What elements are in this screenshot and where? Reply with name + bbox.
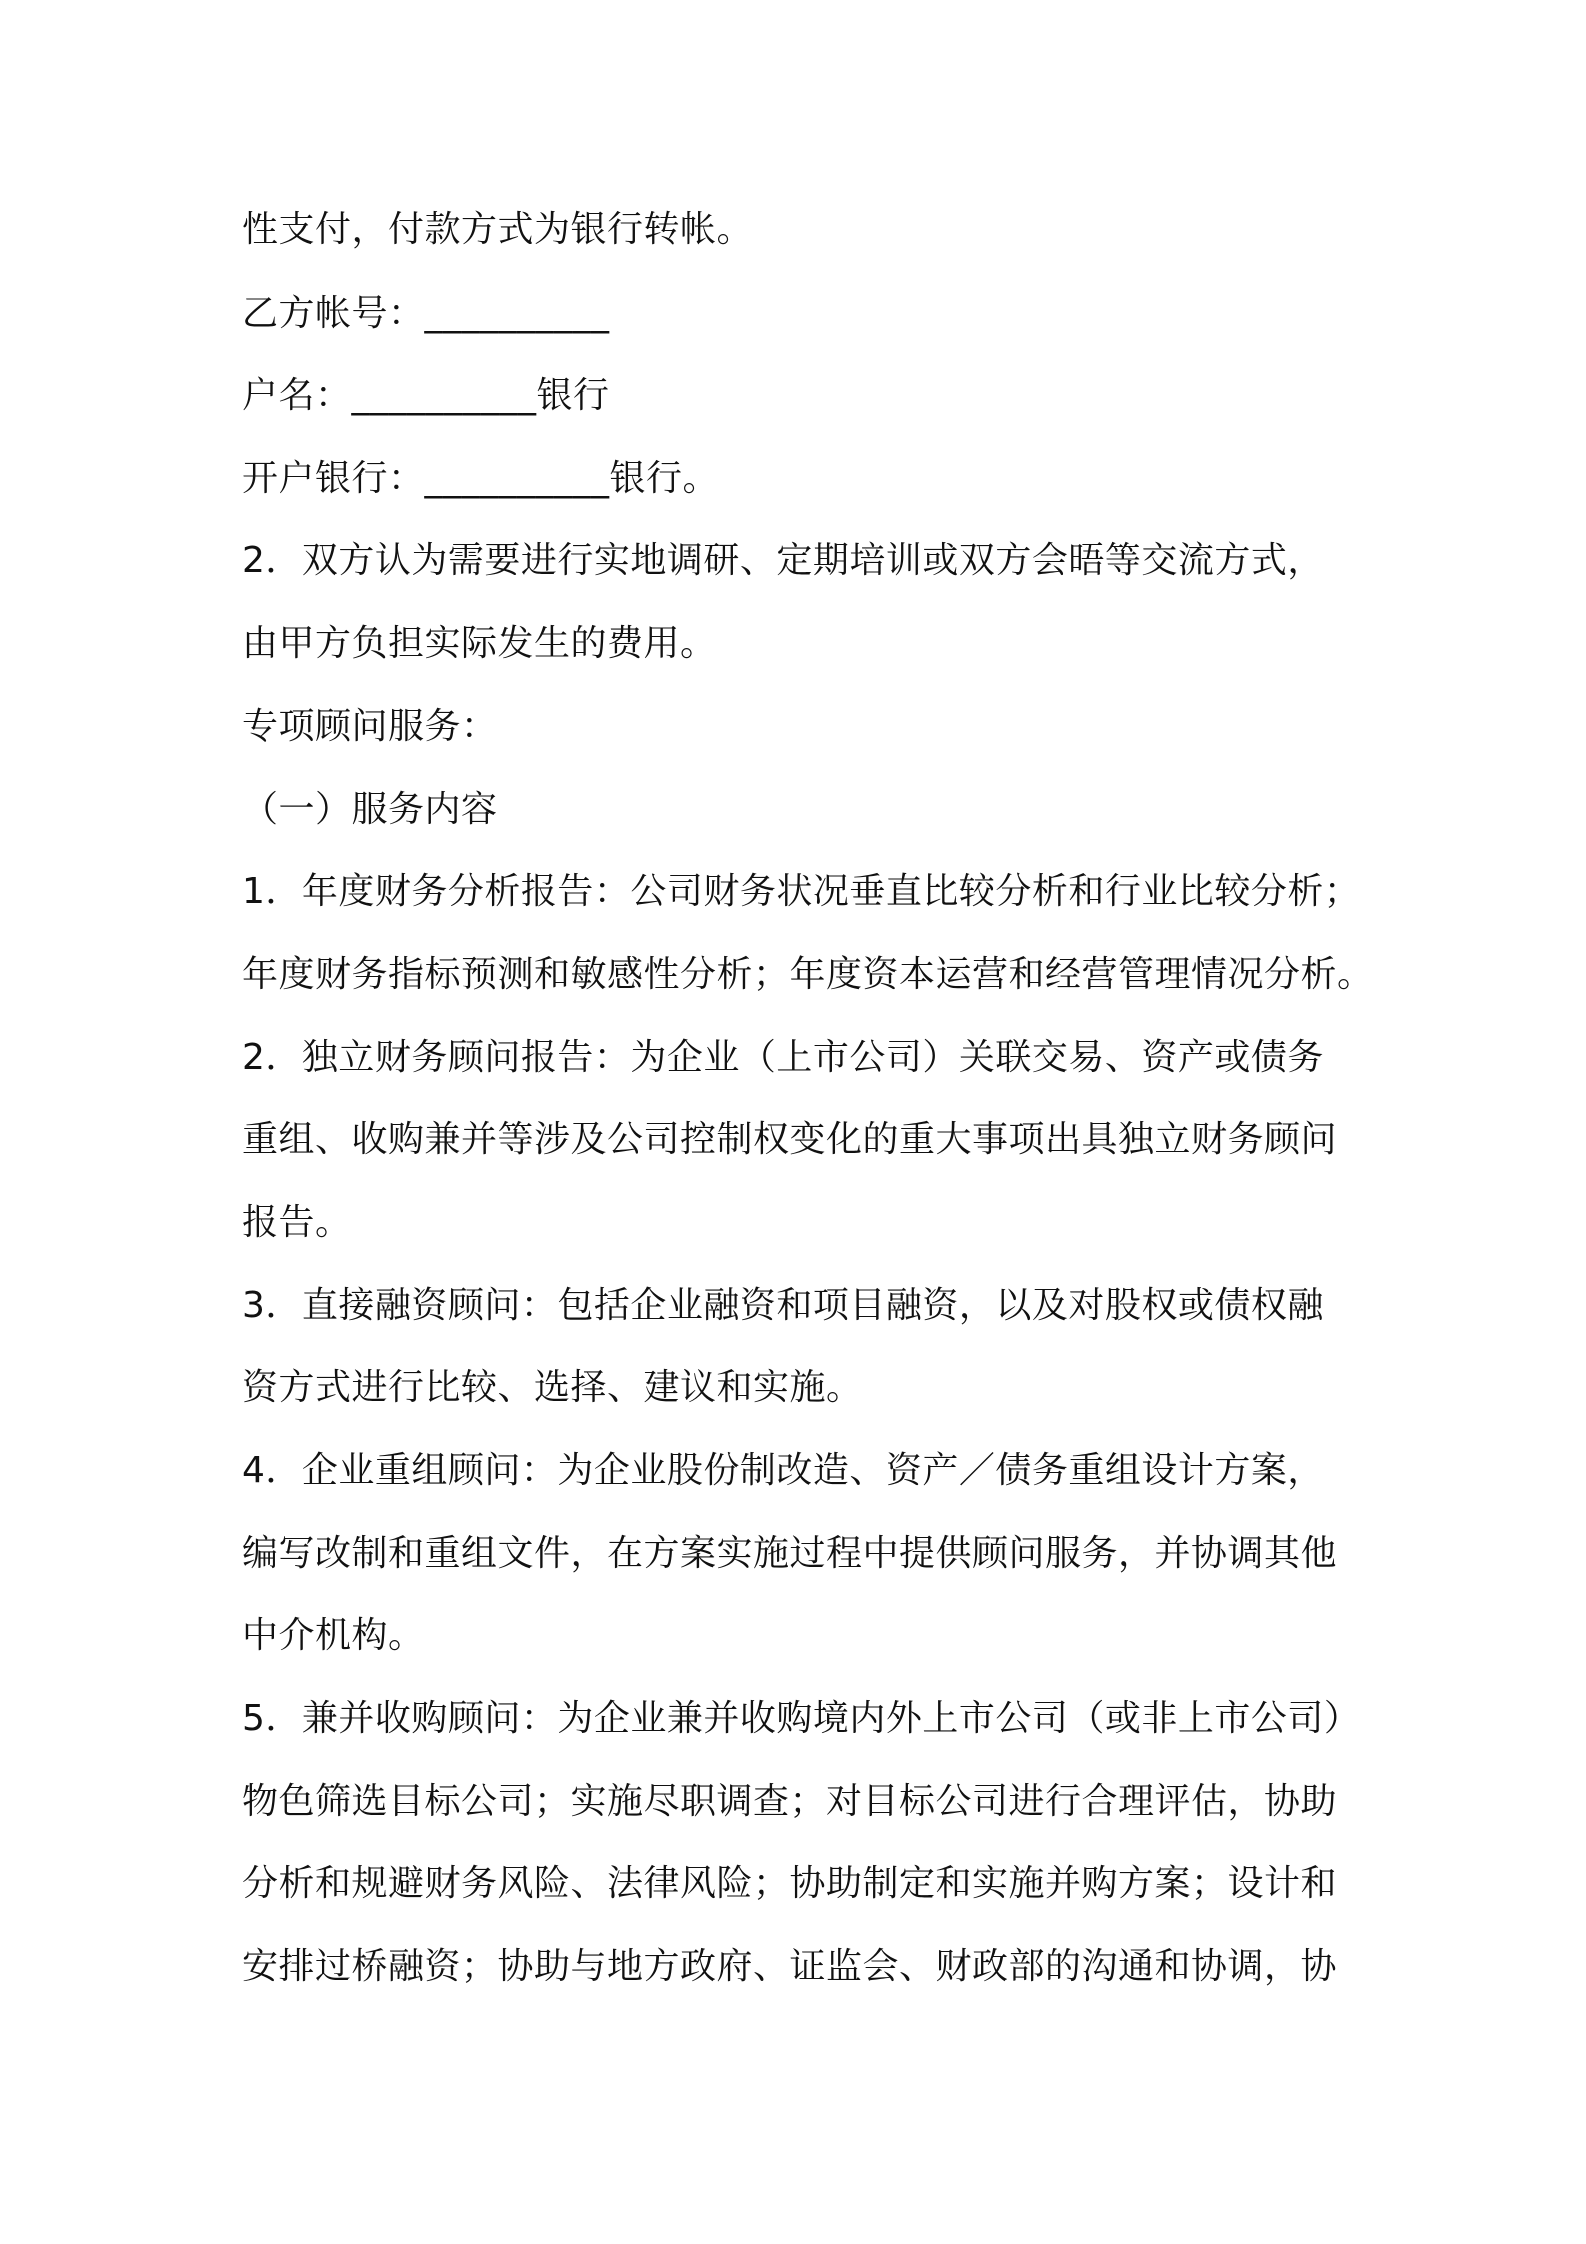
text-line: 中介机构。 — [242, 1615, 425, 1656]
text-line: 2．独立财务顾问报告：为企业（上市公司）关联交易、资产或债务 — [242, 1037, 1324, 1078]
text-line: 开户银行：__________银行。 — [242, 458, 720, 499]
text-line: 专项顾问服务： — [242, 706, 498, 747]
text-line: 年度财务指标预测和敏感性分析；年度资本运营和经营管理情况分析。 — [242, 954, 1374, 995]
text-line: 户名：__________银行 — [242, 375, 610, 416]
text-line: 报告。 — [242, 1202, 352, 1243]
text-line: 1．年度财务分析报告：公司财务状况垂直比较分析和行业比较分析； — [242, 871, 1361, 912]
text-line: 乙方帐号：__________ — [242, 293, 610, 334]
text-line: 5．兼并收购顾问：为企业兼并收购境内外上市公司（或非上市公司） — [242, 1698, 1361, 1739]
text-line: 由甲方负担实际发生的费用。 — [242, 623, 717, 664]
text-line: 安排过桥融资；协助与地方政府、证监会、财政部的沟通和协调，协 — [242, 1946, 1338, 1987]
text-line: 4．企业重组顾问：为企业股份制改造、资产／债务重组设计方案， — [242, 1450, 1324, 1491]
section-heading: （一）服务内容 — [242, 789, 498, 830]
text-line: 分析和规避财务风险、法律风险；协助制定和实施并购方案；设计和 — [242, 1863, 1338, 1904]
text-line: 2．双方认为需要进行实地调研、定期培训或双方会晤等交流方式， — [242, 540, 1324, 581]
text-line: 重组、收购兼并等涉及公司控制权变化的重大事项出具独立财务顾问 — [242, 1119, 1338, 1160]
text-line: 3．直接融资顾问：包括企业融资和项目融资，以及对股权或债权融 — [242, 1285, 1324, 1326]
text-line: 资方式进行比较、选择、建议和实施。 — [242, 1367, 863, 1408]
text-line: 物色筛选目标公司；实施尽职调查；对目标公司进行合理评估，协助 — [242, 1781, 1338, 1822]
text-line: 编写改制和重组文件，在方案实施过程中提供顾问服务，并协调其他 — [242, 1533, 1338, 1574]
text-line: 性支付，付款方式为银行转帐。 — [242, 209, 754, 250]
